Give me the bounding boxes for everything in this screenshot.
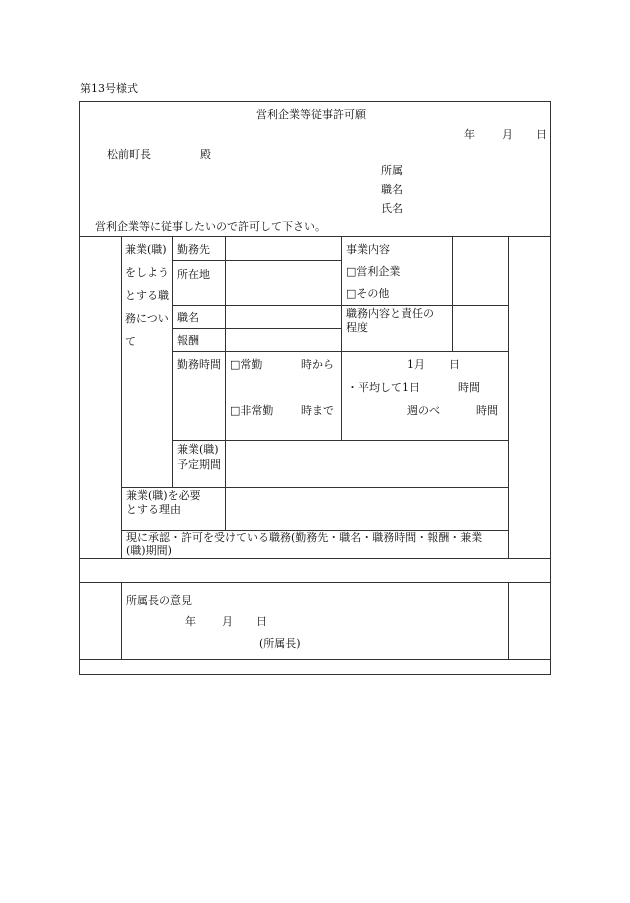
from-text: 時から bbox=[301, 358, 334, 371]
supervisor-opinion-label: 所属長の意見 bbox=[126, 594, 192, 607]
side-label-line-3: とする職 bbox=[125, 289, 169, 302]
side-label-line-2: をしよう bbox=[125, 266, 169, 279]
average-text: ・平均して1日 bbox=[347, 381, 420, 394]
supervisor-year: 年 bbox=[185, 615, 196, 628]
request-text: 営利企業等に従事したいので許可して下さい。 bbox=[95, 220, 326, 233]
period-label-line-1: 兼業(職) bbox=[177, 443, 219, 456]
side-label-line-1: 兼業(職) bbox=[125, 243, 167, 256]
row-305 bbox=[172, 305, 341, 306]
frame-right bbox=[550, 101, 551, 675]
position-label: 職名 bbox=[381, 183, 403, 196]
pay-label: 報酬 bbox=[177, 334, 199, 347]
to-text: 時まで bbox=[301, 404, 334, 417]
col-508-lower bbox=[508, 582, 509, 660]
address-label: 所在地 bbox=[177, 268, 210, 281]
supervisor-day: 日 bbox=[256, 615, 267, 628]
work-hours-label: 勤務時間 bbox=[177, 358, 221, 371]
col-508 bbox=[508, 236, 509, 558]
row-487 bbox=[121, 487, 508, 488]
row-351 bbox=[172, 351, 508, 352]
col-341 bbox=[341, 236, 342, 440]
other-checkbox[interactable]: □その他 bbox=[346, 287, 390, 300]
row-558 bbox=[79, 558, 551, 559]
frame-left bbox=[79, 101, 80, 675]
col-172 bbox=[172, 236, 173, 487]
affiliation-label: 所属 bbox=[381, 164, 403, 177]
month-text: 1月 bbox=[407, 358, 425, 371]
reason-label-line-2: とする理由 bbox=[126, 503, 181, 516]
day-text: 日 bbox=[449, 358, 460, 371]
current-duties-line-1: 現に承認・許可を受けている職務(勤務先・職名・職務時間・報酬・兼業 bbox=[126, 531, 483, 544]
business-label: 事業内容 bbox=[346, 243, 390, 256]
fulltime-checkbox[interactable]: □常勤 bbox=[230, 358, 263, 371]
date-day: 日 bbox=[536, 128, 547, 141]
side-label-line-5: て bbox=[125, 335, 136, 348]
weekly-hours-text: 時間 bbox=[476, 404, 498, 417]
col-121-lower bbox=[121, 582, 122, 660]
supervisor-month: 月 bbox=[222, 615, 233, 628]
row-305b bbox=[341, 305, 508, 306]
current-duties-line-2: (職)期間) bbox=[126, 544, 172, 557]
supervisor-title: (所属長) bbox=[259, 637, 301, 650]
row-582 bbox=[79, 582, 551, 583]
form-title: 営利企業等従事許可願 bbox=[256, 108, 366, 121]
parttime-checkbox[interactable]: □非常勤 bbox=[230, 404, 274, 417]
frame-bottom bbox=[79, 674, 551, 675]
period-label-line-2: 予定期間 bbox=[177, 458, 221, 471]
date-month: 月 bbox=[502, 128, 513, 141]
side-label-line-4: 務につい bbox=[125, 312, 169, 325]
job-title-label: 職名 bbox=[177, 311, 199, 324]
row-659 bbox=[79, 659, 551, 660]
col-121 bbox=[121, 236, 122, 558]
col-452 bbox=[452, 236, 453, 351]
date-year: 年 bbox=[464, 128, 475, 141]
name-label: 氏名 bbox=[381, 202, 403, 215]
form-number: 第13号様式 bbox=[80, 82, 138, 95]
commercial-checkbox[interactable]: □営利企業 bbox=[346, 265, 401, 278]
reason-label-line-1: 兼業(職)を必要 bbox=[126, 489, 201, 502]
hours-text: 時間 bbox=[458, 381, 480, 394]
honorific: 殿 bbox=[200, 148, 211, 161]
addressee: 松前町長 bbox=[107, 148, 151, 161]
row-328 bbox=[172, 328, 341, 329]
col-225 bbox=[225, 236, 226, 530]
weekly-text: 週のべ bbox=[407, 404, 440, 417]
frame-top bbox=[79, 101, 551, 102]
row-260 bbox=[172, 260, 341, 261]
workplace-label: 勤務先 bbox=[177, 243, 210, 256]
row-440 bbox=[172, 440, 508, 441]
duties-label-line-1: 職務内容と責任の bbox=[346, 307, 434, 320]
duties-label-line-2: 程度 bbox=[346, 321, 368, 334]
header-divider bbox=[79, 236, 551, 237]
